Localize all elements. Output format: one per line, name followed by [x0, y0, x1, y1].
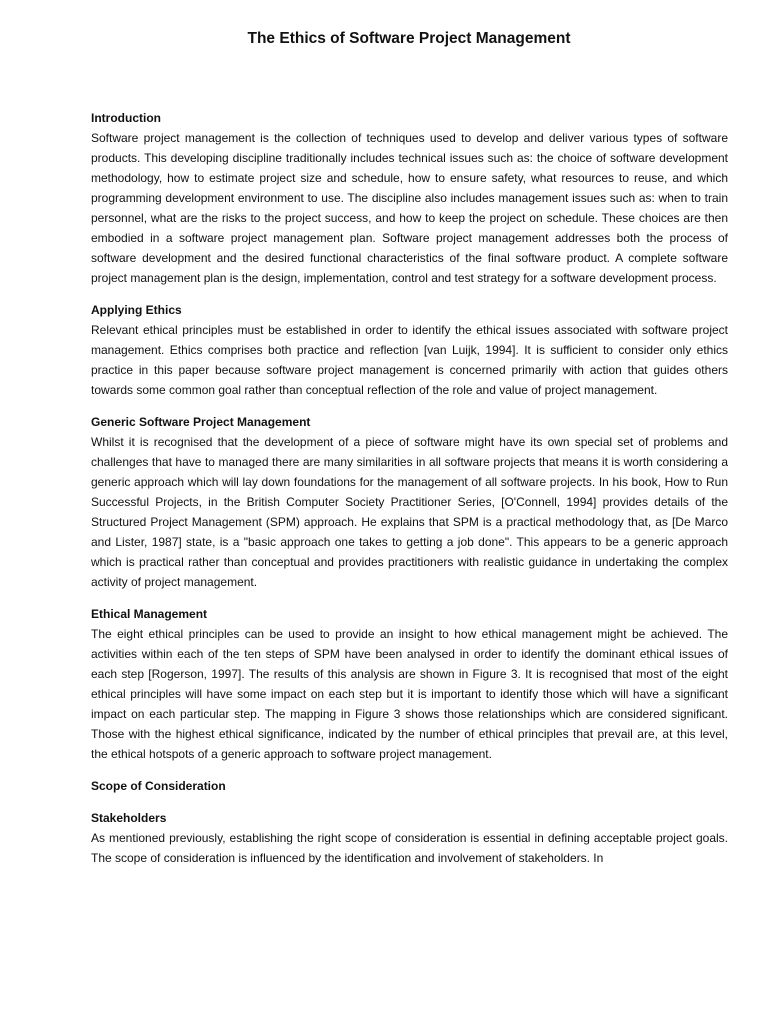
- section-applying-ethics: [91, 300, 728, 400]
- section-heading: Introduction: [91, 111, 161, 125]
- section-scope-of-consideration: [91, 776, 728, 796]
- section-heading: Generic Software Project Management: [91, 415, 311, 429]
- page-title: The Ethics of Software Project Management: [247, 30, 571, 47]
- section-ethical-management: [91, 604, 728, 764]
- section-heading: Ethical Management: [91, 607, 208, 621]
- section-heading: Scope of Consideration: [91, 779, 226, 793]
- document-body: [91, 108, 728, 880]
- section-paragraph: Software project management is the collection of techniques used to develop and deliver various types of software products. This developing discipline traditionally includes technical issues such as: the choice of software development methodology, how to estimate project size and schedule, how to ensure safety, what resources to reuse, and which programming development environment to use. The discipline also includes management issues such as: when to train personnel, what are the risks to the project success, and how to keep the project on schedule. These choices are then embodied in a software project management plan. Software project management addresses both the process of software development and the desired functional characteristics of the final software product. A complete software project management plan is the design, implementation, control and test strategy for a software development process.: [91, 131, 728, 285]
- section-paragraph: Relevant ethical principles must be established in order to identify the ethical issues associated with software project management. Ethics comprises both practice and reflection [van Luijk, 1994]. It is sufficient to consider only ethics practice in this paper because software project management is concerned primarily with action that guides others towards some common goal rather than conceptual reflection of the role and value of project management.: [91, 323, 728, 397]
- section-generic-spm: [91, 412, 728, 592]
- section-paragraph: The eight ethical principles can be used to provide an insight to how ethical management might be achieved. The activities within each of the ten steps of SPM have been analysed in order to identify the dominant ethical issues of each step [Rogerson, 1997]. The results of this analysis are shown in Figure 3. It is recognised that most of the eight ethical principles will have some impact on each step but it is important to identify those which will have a significant impact on each particular step. The mapping in Figure 3 shows those relationships which are considered significant. Those with the highest ethical significance, indicated by the number of ethical principles that prevail are, at this level, the ethical hotspots of a generic approach to software project management.: [91, 627, 728, 761]
- section-heading: Applying Ethics: [91, 303, 182, 317]
- section-stakeholders: [91, 808, 728, 868]
- section-paragraph: As mentioned previously, establishing the right scope of consideration is essential in defining acceptable project goals. The scope of consideration is influenced by the identification and involvement of stakeholders. In: [91, 831, 728, 865]
- section-heading: Stakeholders: [91, 811, 167, 825]
- section-introduction: [91, 108, 728, 288]
- section-paragraph: Whilst it is recognised that the development of a piece of software might have its own special set of problems and challenges that have to managed there are many similarities in all software projects that means it is worth considering a generic approach which will lay down foundations for the management of all software projects. In his book, How to Run Successful Projects, in the British Computer Society Practitioner Series, [O'Connell, 1994] provides details of the Structured Project Management (SPM) approach. He explains that SPM is a practical methodology that, as [De Marco and Lister, 1987] state, is a "basic approach one takes to getting a job done". This appears to be a generic approach which is practical rather than conceptual and provides practitioners with realistic guidance in undertaking the complex activity of project management.: [91, 435, 728, 589]
